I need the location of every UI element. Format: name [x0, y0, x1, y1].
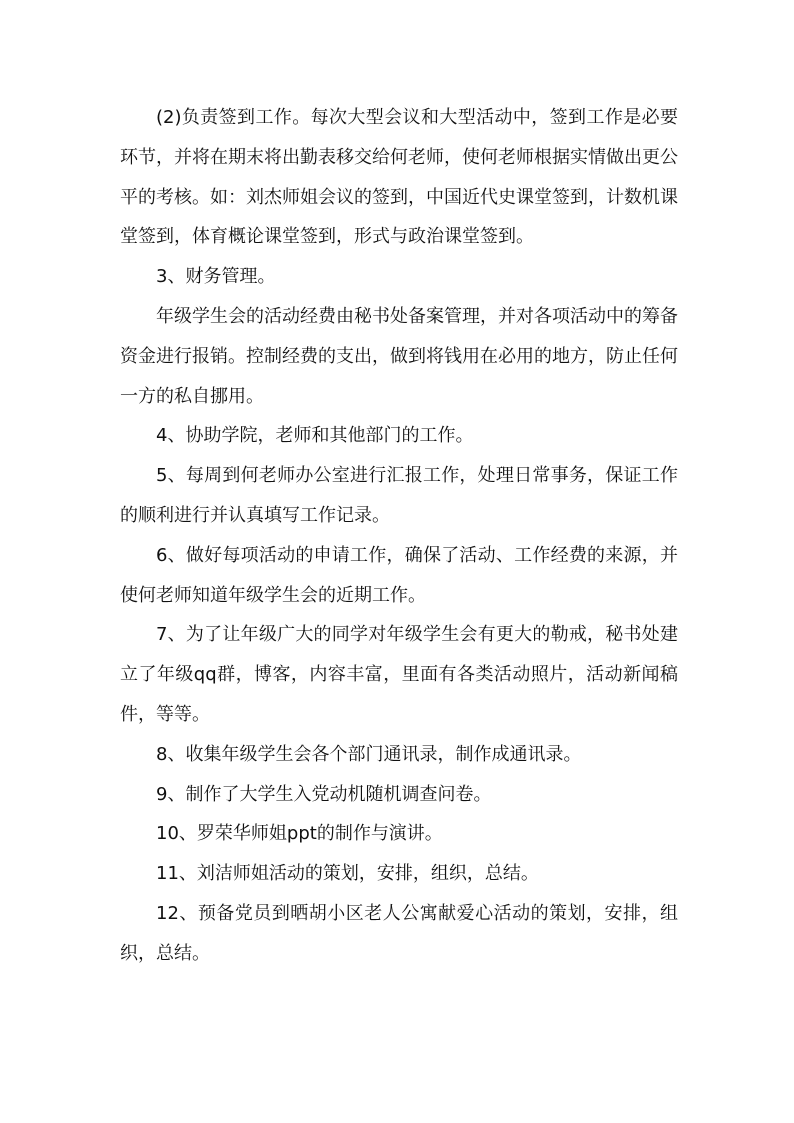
paragraph-contacts: 8、收集年级学生会各个部门通讯录，制作成通讯录。	[156, 743, 582, 765]
paragraph-survey: 9、制作了大学生入党动机随机调查问卷。	[156, 783, 492, 805]
paragraph-ppt: 10、罗荣华师姐ppt的制作与演讲。	[156, 823, 443, 845]
paragraph-sign-in: (2)负责签到工作。每次大型会议和大型活动中，签到工作是必要环节，并将在期末将出勤表移交给何老师，使何老师根据实情做出更公平的考核。如：刘杰师姐会议的签到，中国近代史课堂签到，计数机课堂签到，体育概论课堂签到，形式与政治课堂签到。	[120, 107, 678, 248]
paragraph-volunteer: 12、预备党员到晒胡小区老人公寓献爱心活动的策划，安排，组织，总结。	[120, 902, 678, 964]
paragraph-applications: 6、做好每项活动的申请工作，确保了活动、工作经费的来源，并使何老师知道年级学生会的近期工作。	[120, 544, 678, 606]
paragraph-finance-detail: 年级学生会的活动经费由秘书处备案管理，并对各项活动中的筹备资金进行报销。控制经费的支出，做到将钱用在必用的地方，防止任何一方的私自挪用。	[120, 305, 678, 407]
paragraph-assist: 4、协助学院，老师和其他部门的工作。	[156, 425, 474, 447]
paragraph-finance-heading: 3、财务管理。	[156, 266, 276, 288]
paragraph-event-planning: 11、刘洁师姐活动的策划，安排，组织，总结。	[156, 863, 539, 885]
paragraph-qq-group: 7、为了让年级广大的同学对年级学生会有更大的勒戒，秘书处建立了年级qq群，博客，内容丰富，里面有各类活动照片，活动新闻稿件，等等。	[120, 624, 678, 725]
paragraph-weekly-report: 5、每周到何老师办公室进行汇报工作，处理日常事务，保证工作的顺利进行并认真填写工作记录。	[120, 465, 678, 526]
document-body	[120, 98, 678, 974]
